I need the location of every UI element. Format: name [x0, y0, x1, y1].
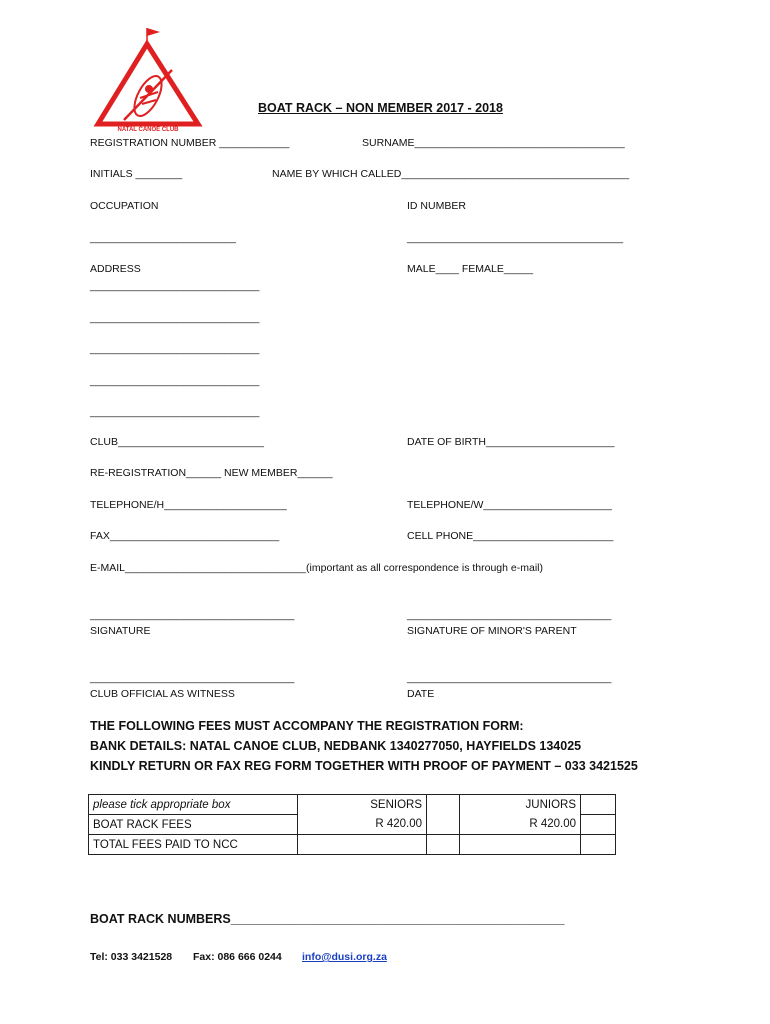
initials-field[interactable]: INITIALS ________ [90, 168, 183, 180]
id-number-label: ID NUMBER [407, 200, 466, 212]
date-label: DATE [407, 688, 435, 700]
club-field[interactable]: CLUB_________________________ [90, 436, 264, 448]
fees-heading: THE FOLLOWING FEES MUST ACCOMPANY THE REGISTRATION FORM: [90, 719, 524, 733]
date-line[interactable]: ___________________________________ [407, 672, 612, 684]
seniors-tick-box[interactable] [427, 795, 460, 815]
telephone-work-field[interactable]: TELEPHONE/W______________________ [407, 499, 612, 511]
address-line[interactable]: _____________________________ [90, 312, 260, 324]
table-cell: JUNIORS [460, 795, 581, 815]
gender-field[interactable]: MALE____ FEMALE_____ [407, 263, 534, 275]
address-line[interactable]: _____________________________ [90, 343, 260, 355]
witness-label: CLUB OFFICIAL AS WITNESS [90, 688, 235, 700]
table-cell: R 420.00 [460, 815, 581, 835]
fees-table [88, 794, 616, 855]
cell-phone-field[interactable]: CELL PHONE________________________ [407, 530, 614, 542]
name-called-field[interactable]: NAME BY WHICH CALLED_______________________________________ [272, 168, 630, 180]
form-title: BOAT RACK – NON MEMBER 2017 - 2018 [258, 101, 503, 115]
table-cell[interactable] [298, 835, 427, 855]
table-cell[interactable] [427, 815, 460, 835]
minor-signature-label: SIGNATURE OF MINOR'S PARENT [407, 625, 577, 637]
table-cell[interactable] [581, 835, 616, 855]
natal-canoe-club-logo [90, 26, 210, 136]
surname-field[interactable]: SURNAME____________________________________ [362, 137, 625, 149]
occupation-line[interactable]: _________________________ [90, 232, 236, 244]
boat-rack-numbers-field[interactable]: BOAT RACK NUMBERS________________________________________________ [90, 912, 565, 926]
telephone-home-field[interactable]: TELEPHONE/H_____________________ [90, 499, 287, 511]
table-cell[interactable] [427, 835, 460, 855]
juniors-tick-box[interactable] [581, 795, 616, 815]
table-cell: SENIORS [298, 795, 427, 815]
date-of-birth-field[interactable]: DATE OF BIRTH______________________ [407, 436, 615, 448]
table-cell: R 420.00 [298, 815, 427, 835]
bank-details: BANK DETAILS: NATAL CANOE CLUB, NEDBANK 1340277050, HAYFIELDS 134025 [90, 739, 582, 753]
footer-email-link[interactable]: info@dusi.org.za [302, 951, 387, 963]
signature-line[interactable]: ___________________________________ [90, 609, 295, 621]
return-instructions: KINDLY RETURN OR FAX REG FORM TOGETHER WITH PROOF OF PAYMENT – 033 3421525 [90, 759, 638, 773]
address-line[interactable]: _____________________________ [90, 406, 260, 418]
occupation-label: OCCUPATION [90, 200, 159, 212]
footer-fax: Fax: 086 666 0244 [193, 951, 282, 963]
table-row [89, 815, 616, 835]
minor-signature-line[interactable]: ___________________________________ [407, 609, 612, 621]
witness-line[interactable]: ___________________________________ [90, 672, 295, 684]
table-cell: TOTAL FEES PAID TO NCC [89, 835, 298, 855]
table-cell[interactable] [460, 835, 581, 855]
footer-tel: Tel: 033 3421528 [90, 951, 173, 963]
fax-field[interactable]: FAX_____________________________ [90, 530, 280, 542]
table-row [89, 835, 616, 855]
table-cell: BOAT RACK FEES [89, 815, 298, 835]
address-label: ADDRESS [90, 263, 141, 275]
registration-number-field[interactable]: REGISTRATION NUMBER ____________ [90, 137, 290, 149]
email-field[interactable]: E-MAIL_______________________________(important as all correspondence is through e-mail) [90, 562, 543, 574]
signature-label: SIGNATURE [90, 625, 151, 637]
table-cell[interactable] [581, 815, 616, 835]
table-row [89, 795, 616, 815]
svg-text:NATAL CANOE CLUB: NATAL CANOE CLUB [117, 127, 179, 133]
address-line[interactable]: _____________________________ [90, 375, 260, 387]
address-line[interactable]: _____________________________ [90, 280, 260, 292]
table-cell: please tick appropriate box [89, 795, 298, 815]
registration-type-field[interactable]: RE-REGISTRATION______ NEW MEMBER______ [90, 467, 333, 479]
id-number-line[interactable]: _____________________________________ [407, 232, 624, 244]
